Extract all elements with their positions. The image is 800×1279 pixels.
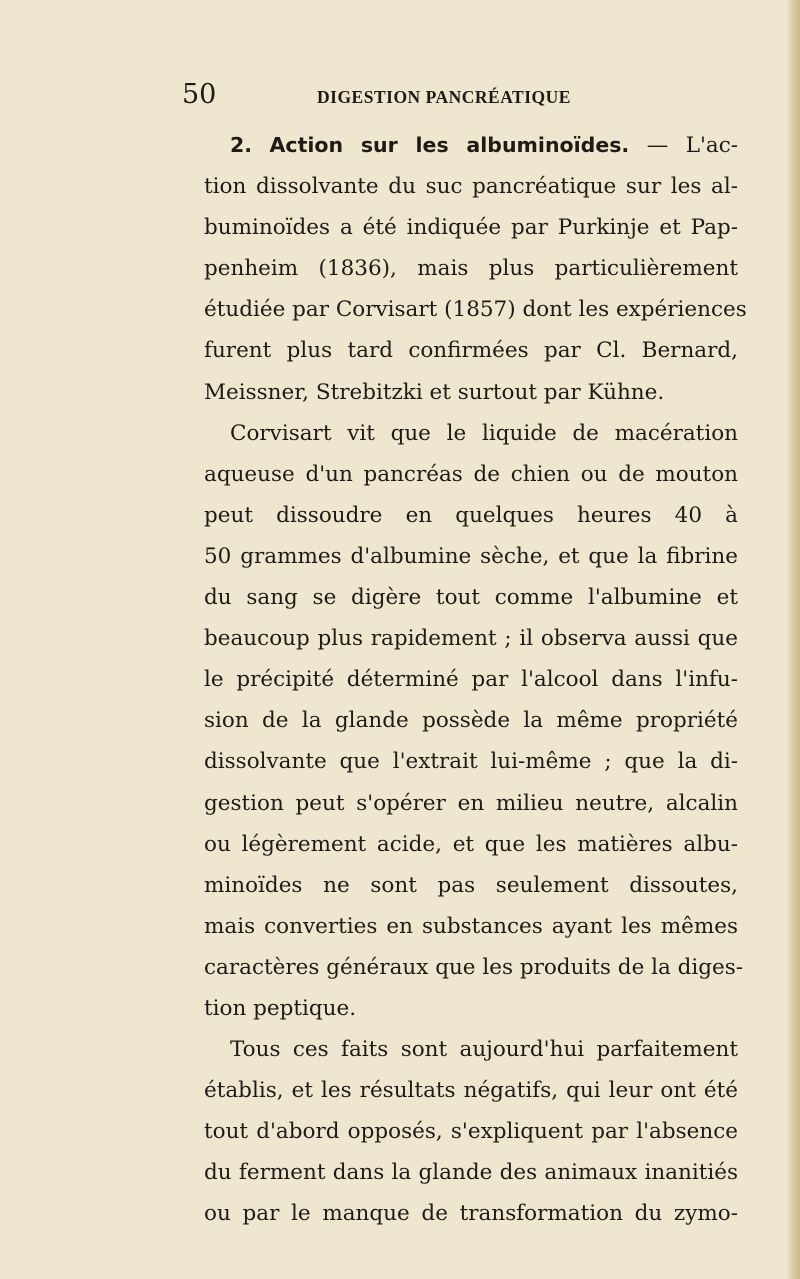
body-text — [204, 125, 747, 1235]
text-line: ou par le manque de transformation du zymo- — [204, 1201, 738, 1227]
text-line: tion dissolvante du suc pancréatique sur les al- — [204, 174, 738, 200]
text-line: sion de la glande possède la même propriété — [204, 708, 738, 734]
text-line: tion peptique. — [204, 995, 357, 1021]
text-line: caractères généraux que les produits de la diges- — [204, 954, 744, 980]
text-line: minoïdes ne sont pas seulement dissoutes, — [204, 872, 738, 898]
text-line: Meissner, Strebitzki et surtout par Kühne. — [204, 379, 665, 405]
text-line: beaucoup plus rapidement ; il observa aussi que — [204, 626, 738, 652]
text-line: dissolvante que l'extrait lui-même ; que la di- — [204, 749, 738, 775]
text-line: gestion peut s'opérer en milieu neutre, alcalin — [204, 790, 738, 816]
section-heading-rest: — L'ac- — [646, 133, 739, 158]
text-line: étudiée par Corvisart (1857) dont les expériences — [204, 297, 747, 323]
text-line: le précipité déterminé par l'alcool dans l'infu- — [204, 667, 738, 693]
section-heading-line — [204, 125, 738, 166]
text-line: peut dissoudre en quelques heures 40 à — [204, 502, 738, 528]
text-line: mais converties en substances ayant les mêmes — [204, 913, 738, 939]
text-line: buminoïdes a été indiquée par Purkinje et Pap- — [204, 215, 738, 241]
running-title: DIGESTION PANCRÉATIQUE — [317, 87, 571, 107]
page-edge — [786, 0, 800, 1279]
paragraph-start-line: Tous ces faits sont aujourd'hui parfaitement — [230, 1037, 738, 1063]
section-number: 2. — [230, 133, 253, 157]
text-line: établis, et les résultats négatifs, qui leur ont été — [204, 1078, 738, 1104]
text-line: du sang se digère tout comme l'albumine et — [204, 585, 738, 611]
section-title: Action sur les albuminoïdes. — [269, 133, 630, 157]
text-line: penheim (1836), mais plus particulièrement — [204, 256, 738, 282]
page-number: 50 — [182, 79, 217, 110]
text-line: tout d'abord opposés, s'expliquent par l'absence — [204, 1119, 738, 1145]
text-line: ou légèrement acide, et que les matières albu- — [204, 831, 738, 857]
running-head — [182, 80, 602, 110]
text-line: 50 grammes d'albumine sèche, et que la fibrine — [204, 543, 738, 569]
text-line: du ferment dans la glande des animaux inanitiés — [204, 1160, 738, 1186]
text-line: aqueuse d'un pancréas de chien ou de mouton — [204, 461, 738, 487]
paragraph-start-line: Corvisart vit que le liquide de macération — [230, 420, 738, 446]
text-line: furent plus tard confirmées par Cl. Bernard, — [204, 338, 738, 364]
